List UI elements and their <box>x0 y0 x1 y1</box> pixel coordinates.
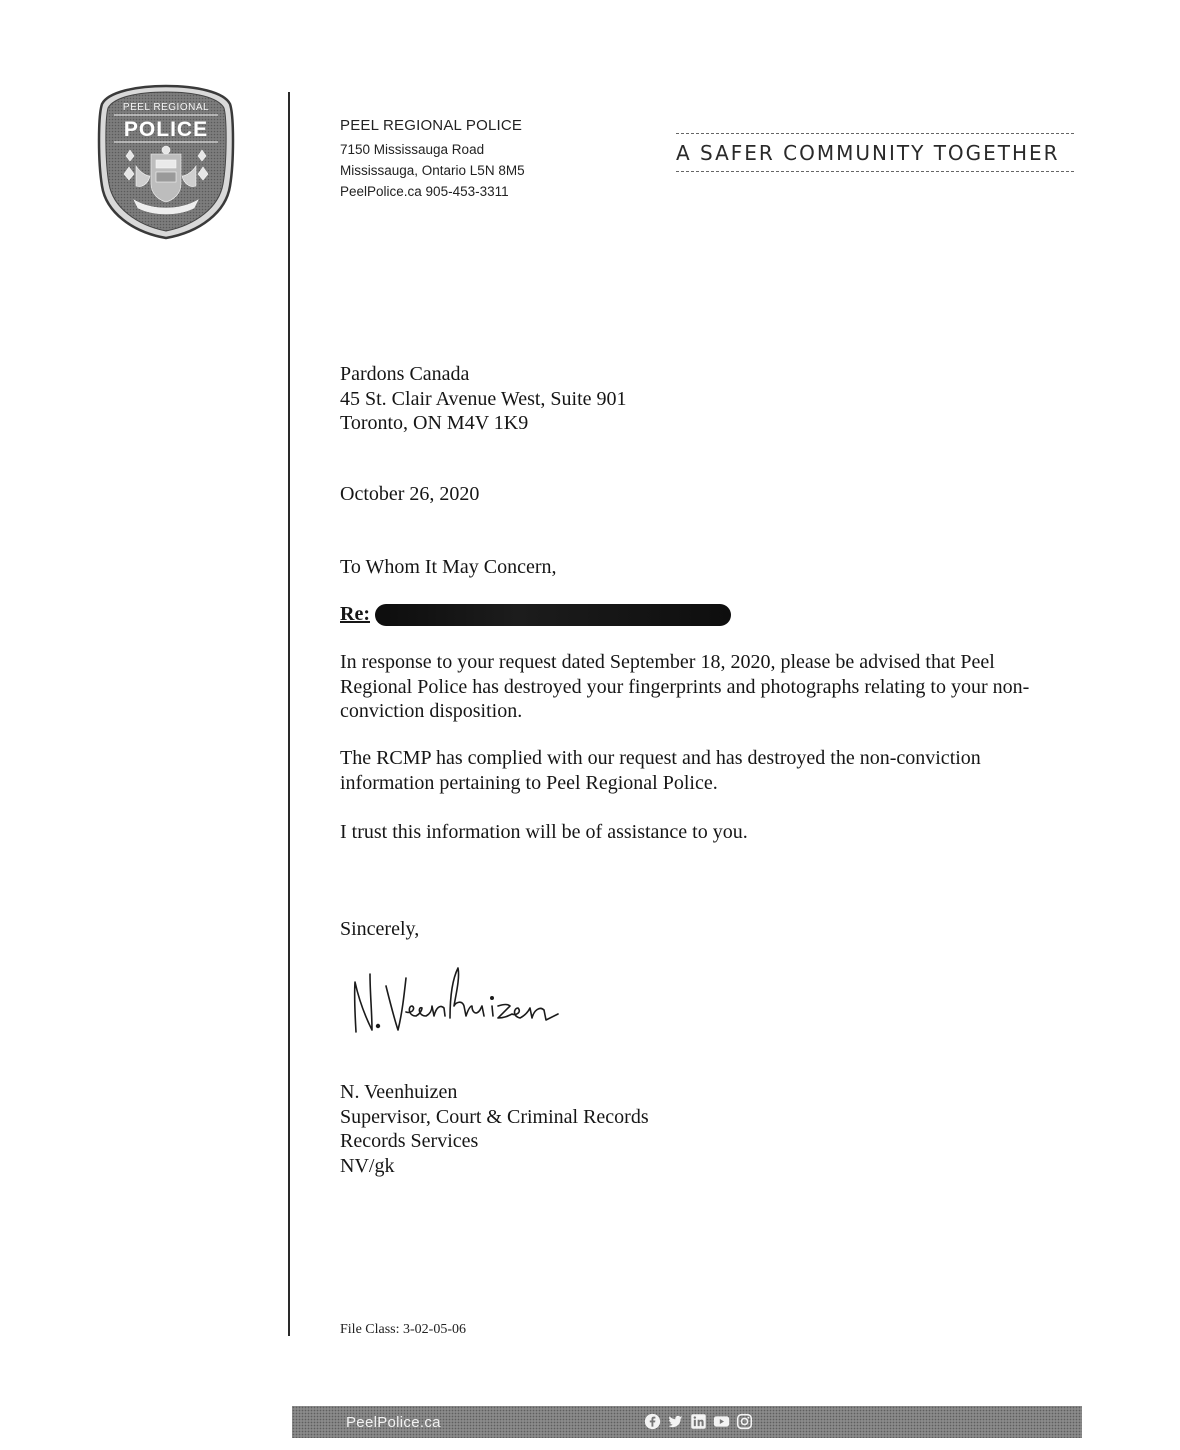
tagline-block <box>676 130 1074 176</box>
signer-initials: NV/gk <box>340 1154 395 1177</box>
body-paragraph-3: I trust this information will be of assistance to you. <box>340 821 748 843</box>
address-line-1: 7150 Mississauga Road <box>340 142 485 157</box>
signer-block <box>340 1080 649 1178</box>
salutation: To Whom It May Concern, <box>340 556 557 578</box>
instagram-icon[interactable] <box>736 1413 753 1430</box>
badge-main-text: POLICE <box>123 118 209 141</box>
body-paragraph-1: In response to your request dated September 18, 2020, please be advised that Peel Regional Police has destroyed your fingerprints and photographs relating to your non-conviction disposition. <box>340 651 1030 722</box>
handwritten-signature <box>346 960 586 1040</box>
tagline-rule-top <box>676 133 1074 134</box>
tagline: A SAFER COMMUNITY TOGETHER <box>676 141 1060 165</box>
twitter-icon[interactable] <box>667 1413 684 1430</box>
social-icons <box>644 1413 753 1430</box>
body-paragraph-2: The RCMP has complied with our request and has destroyed the non-conviction information pertaining to Peel Regional Police. <box>340 747 981 794</box>
recipient-name: Pardons Canada <box>340 363 470 385</box>
margin-rule <box>288 92 290 1336</box>
subject-line <box>340 602 731 627</box>
recipient-street: 45 St. Clair Avenue West, Suite 901 <box>340 387 627 410</box>
recipient-city: Toronto, ON M4V 1K9 <box>340 412 529 434</box>
signer-department: Records Services <box>340 1130 479 1152</box>
signer-name: N. Veenhuizen <box>340 1081 458 1103</box>
tagline-rule-bottom <box>676 171 1074 172</box>
footer-url[interactable]: PeelPolice.ca <box>346 1414 441 1431</box>
signer-title: Supervisor, Court & Criminal Records <box>340 1105 649 1128</box>
linkedin-icon[interactable] <box>690 1413 707 1430</box>
file-class: File Class: 3-02-05-06 <box>340 1322 466 1337</box>
recipient-address <box>340 362 627 436</box>
peel-regional-police-badge-logo <box>96 82 236 242</box>
website-phone: PeelPolice.ca 905-453-3311 <box>340 184 509 199</box>
re-label: Re: <box>340 603 370 625</box>
closing: Sincerely, <box>340 918 420 940</box>
youtube-icon[interactable] <box>713 1413 730 1430</box>
badge-top-text: PEEL REGIONAL <box>122 102 210 113</box>
footer-band <box>292 1406 1082 1438</box>
letter-date: October 26, 2020 <box>340 483 480 505</box>
address-line-2: Mississauga, Ontario L5N 8M5 <box>340 163 525 178</box>
redaction-bar <box>375 604 731 626</box>
facebook-icon[interactable] <box>644 1413 661 1430</box>
org-name: PEEL REGIONAL POLICE <box>340 117 523 134</box>
